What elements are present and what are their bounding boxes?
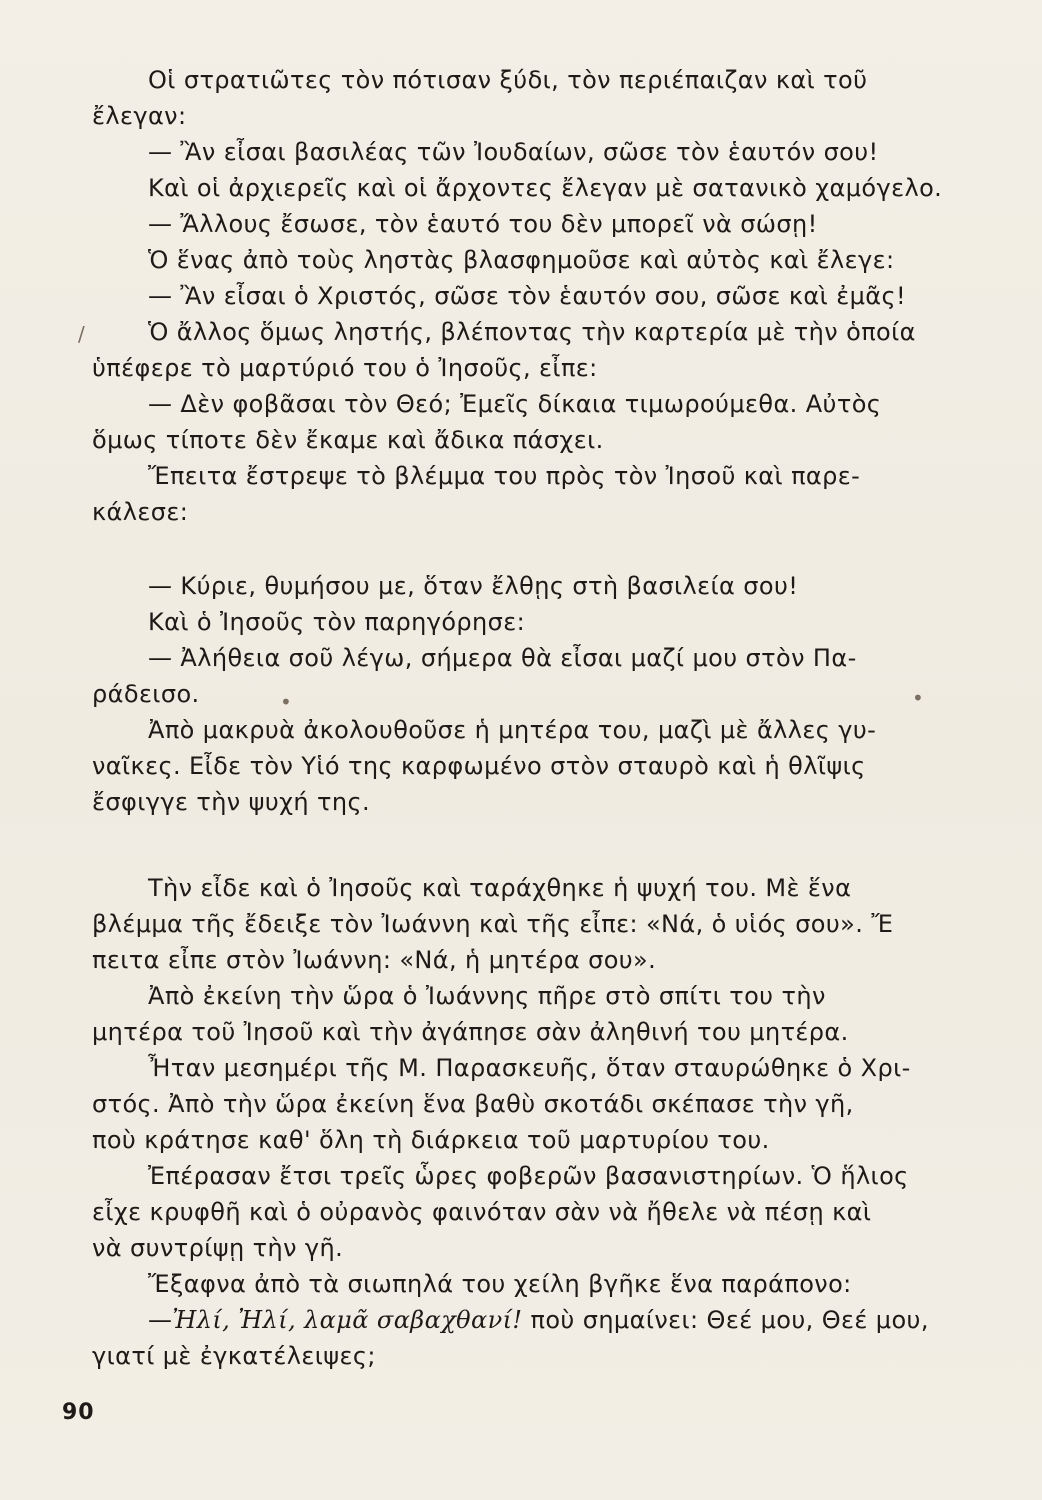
page-text <box>92 62 960 1374</box>
page-number: 90 <box>62 1400 95 1425</box>
text-line: ὅμως τίποτε δὲν ἔκαμε καὶ ἄδικα πάσχει. <box>92 426 604 454</box>
text-line: Ἐπέρασαν ἔτσι τρεῖς ὧρες φοβερῶν βασανιστηρίων. Ὁ ἥλιος <box>148 1162 909 1190</box>
text-line: ράδεισο. <box>92 680 200 708</box>
paragraph-gap <box>92 530 960 568</box>
text-line: Ἀπὸ μακρυὰ ἀκολουθοῦσε ἡ μητέρα του, μαζὶ μὲ ἄλλες γυ- <box>148 716 877 744</box>
text-line: νὰ συντρίψῃ τὴν γῆ. <box>92 1234 344 1262</box>
text-line: εἶχε κρυφθῆ καὶ ὁ οὐρανὸς φαινόταν σὰν νὰ ἤθελε νὰ πέσῃ καὶ <box>92 1198 872 1226</box>
dot-mark: • <box>912 686 924 710</box>
text-line: Καὶ οἱ ἀρχιερεῖς καὶ οἱ ἄρχοντες ἔλεγαν μὲ σατανικὸ χαμόγελο. <box>148 174 943 202</box>
text-line: Ἔπειτα ἔστρεψε τὸ βλέμμα του πρὸς τὸν Ἰησοῦ καὶ παρε- <box>148 462 861 490</box>
text-line: Ὁ ἕνας ἀπὸ τοὺς ληστὰς βλασφημοῦσε καὶ αὐτὸς καὶ ἔλεγε: <box>148 246 895 274</box>
text-line: στός. Ἀπὸ τὴν ὥρα ἐκείνη ἕνα βαθὺ σκοτάδι σκέπασε τὴν γῆ, <box>92 1090 854 1118</box>
text-line: ναῖκες. Εἶδε τὸν Υἱό της καρφωμένο στὸν σταυρὸ καὶ ἡ θλῖψις <box>92 752 866 780</box>
text-line: πειτα εἶπε στὸν Ἰωάννη: «Νά, ἡ μητέρα σου». <box>92 946 657 974</box>
text-line: Ἔξαφνα ἀπὸ τὰ σιωπηλά του χείλη βγῆκε ἕνα παράπονο: <box>148 1270 852 1298</box>
text-line: Καὶ ὁ Ἰησοῦς τὸν παρηγόρησε: <box>148 608 526 636</box>
text-line: — Δὲν φοβᾶσαι τὸν Θεό; Ἐμεῖς δίκαια τιμωρούμεθα. Αὐτὸς <box>148 390 882 418</box>
quote-dash: — <box>148 1306 173 1334</box>
text-line: ποὺ κράτησε καθ' ὅλη τὴ διάρκεια τοῦ μαρτυρίου του. <box>92 1126 770 1154</box>
text-line: βλέμμα τῆς ἔδειξε τὸν Ἰωάννη καὶ τῆς εἶπε: «Νά, ὁ υἱός σου». Ἔ <box>92 910 894 938</box>
text-line: μητέρα τοῦ Ἰησοῦ καὶ τὴν ἀγάπησε σὰν ἀληθινή του μητέρα. <box>92 1018 849 1046</box>
final-quote-line <box>92 1302 960 1338</box>
text-line: ἔσφιγγε τὴν ψυχή της. <box>92 788 371 816</box>
text-line: Ἀπὸ ἐκείνη τὴν ὥρα ὁ Ἰωάννης πῆρε στὸ σπίτι του τὴν <box>148 982 826 1010</box>
text-line: — Ἀλήθεια σοῦ λέγω, σήμερα θὰ εἶσαι μαζί μου στὸν Πα- <box>148 644 857 672</box>
text-line: — Ἄλλους ἔσωσε, τὸν ἑαυτό του δὲν μπορεῖ νὰ σώσῃ! <box>148 210 818 238</box>
quote-translation: ποὺ σημαίνει: Θεέ μου, Θεέ μου, <box>522 1306 929 1334</box>
text-line: Ἦταν μεσημέρι τῆς Μ. Παρασκευῆς, ὅταν σταυρώθηκε ὁ Χρι- <box>148 1054 911 1082</box>
text-line: — Ἂν εἶσαι βασιλέας τῶν Ἰουδαίων, σῶσε τὸν ἑαυτόν σου! <box>148 138 879 166</box>
text-line: Τὴν εἶδε καὶ ὁ Ἰησοῦς καὶ ταράχθηκε ἡ ψυχή του. Μὲ ἕνα <box>148 874 852 902</box>
aramaic-quote: Ἠλί, Ἠλί, λαμᾶ σαβαχθανί! <box>172 1306 523 1334</box>
text-line: γιατί μὲ ἐγκατέλειψες; <box>92 1342 376 1370</box>
text-line: ὑπέφερε τὸ μαρτύριό του ὁ Ἰησοῦς, εἶπε: <box>92 354 598 382</box>
dot-mark: • <box>280 690 292 714</box>
text-line: Ὁ ἄλλος ὅμως ληστής, βλέποντας τὴν καρτερία μὲ τὴν ὁποία <box>148 318 916 346</box>
text-line: — Ἂν εἶσαι ὁ Χριστός, σῶσε τὸν ἑαυτόν σου, σῶσε καὶ ἐμᾶς! <box>148 282 906 310</box>
pencil-mark: / <box>78 322 85 346</box>
text-line: κάλεσε: <box>92 498 189 526</box>
text-line: ἔλεγαν: <box>92 102 187 130</box>
paragraph-gap <box>92 820 960 870</box>
text-line: — Κύριε, θυμήσου με, ὅταν ἔλθῃς στὴ βασιλεία σου! <box>148 572 799 600</box>
text-line: Οἱ στρατιῶτες τὸν πότισαν ξύδι, τὸν περιέπαιζαν καὶ τοῦ <box>148 66 868 94</box>
